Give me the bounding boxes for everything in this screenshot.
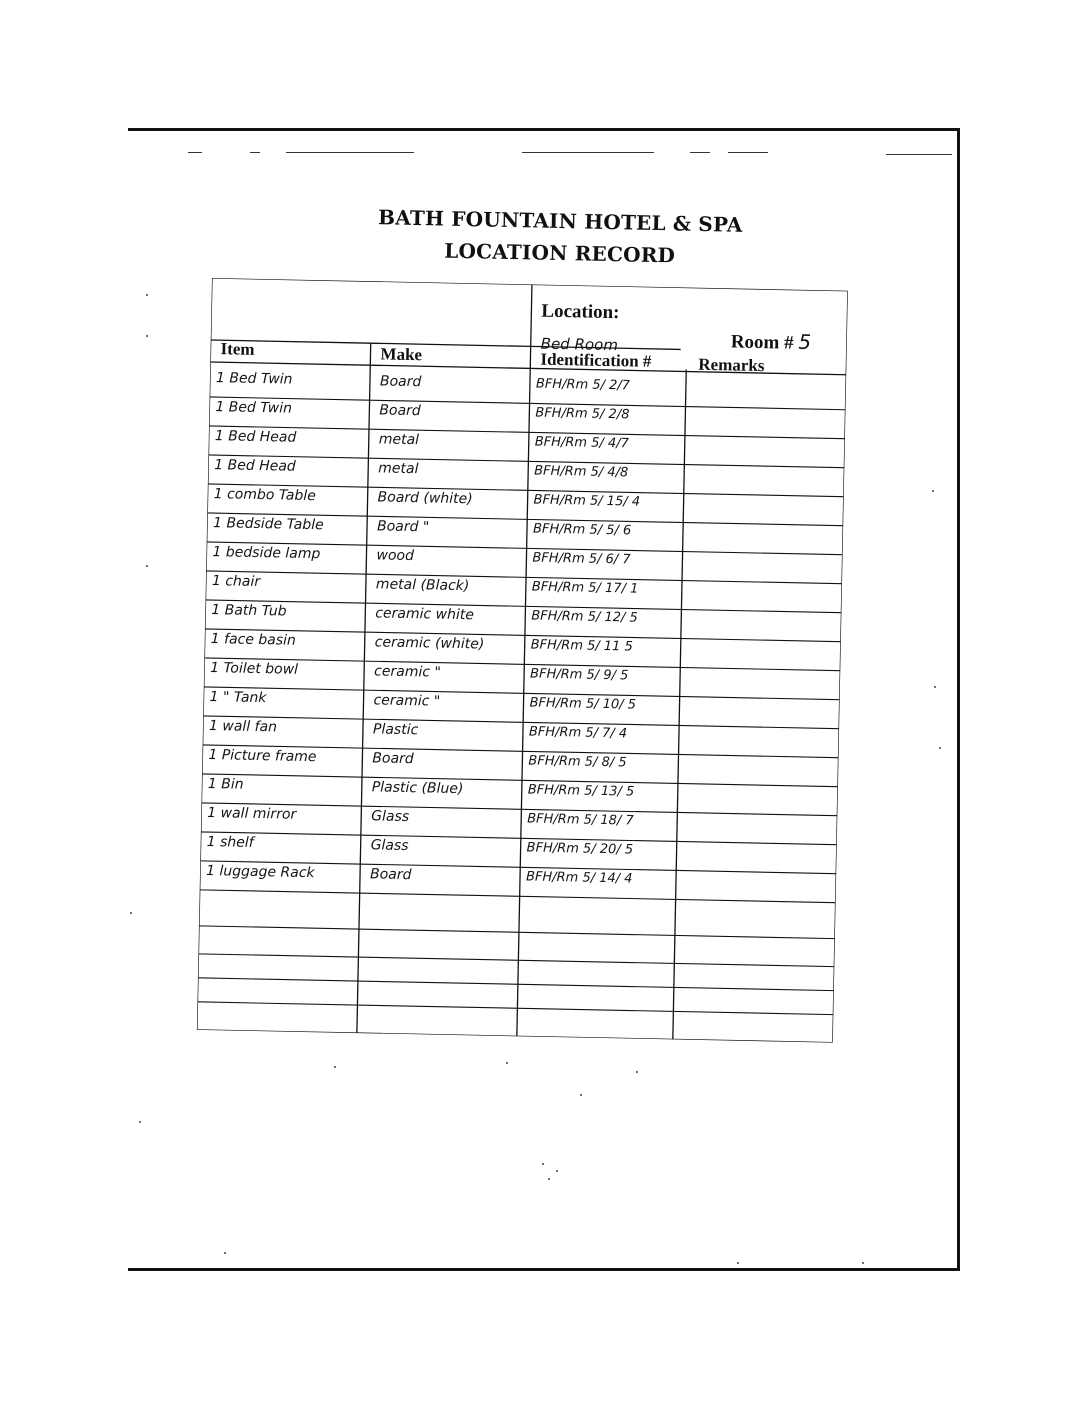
row-rule [201,832,837,845]
row-make: metal (Black) [375,576,470,595]
row-rule [201,803,837,816]
row-rule [209,426,845,439]
row-make: ceramic white [375,605,475,624]
row-make: Plastic [372,721,419,739]
row-identification: BFH/Rm 5/ 5/ 6 [532,521,632,539]
row-make: wood [376,547,415,565]
row-rule [200,890,836,903]
title-record-type: LOCATION RECORD [443,238,676,268]
row-make: Glass [370,837,409,855]
row-item: 1 bedside lamp [212,544,321,563]
row-make: Board [379,402,421,420]
location-label: Location: [541,300,620,324]
row-item: 1 luggage Rack [205,863,315,882]
location-value: Bed Room [540,334,619,355]
location-record-form [197,278,848,1043]
header-make: Make [380,344,423,365]
row-item: 1 chair [211,573,261,591]
row-identification: BFH/Rm 5/ 13/ 5 [527,782,635,800]
row-identification: BFH/Rm 5/ 7/ 4 [528,724,628,742]
row-make: Plastic (Blue) [371,779,464,798]
row-rule [202,774,838,787]
row-identification: BFH/Rm 5/ 10/ 5 [529,695,637,713]
row-rule [210,397,846,410]
row-identification: BFH/Rm 5/ 2/7 [535,376,631,394]
row-item: 1 Bed Head [214,457,296,475]
row-identification: BFH/Rm 5/ 6/ 7 [532,550,631,568]
row-make: ceramic " [373,663,442,681]
row-rule [203,716,839,729]
row-identification: BFH/Rm 5/ 11 5 [530,637,633,655]
row-item: 1 wall fan [208,718,278,736]
row-rule [208,455,844,468]
row-make: Board (white) [377,489,473,508]
row-identification: BFH/Rm 5/ 18/ 7 [527,811,634,829]
row-identification: BFH/Rm 5/ 20/ 5 [526,840,634,858]
row-make: Board [369,866,412,884]
row-make: Board " [376,518,430,536]
row-identification: BFH/Rm 5/ 15/ 4 [533,492,641,510]
row-rule [206,600,842,613]
row-identification: BFH/Rm 5/ 9/ 5 [529,666,629,684]
page-frame-right [957,128,960,1271]
row-item: 1 wall mirror [207,805,297,823]
blank-row-rule [197,1002,833,1015]
row-item: 1 Bin [207,776,244,793]
row-item: 1 Bedside Table [212,515,324,534]
room-value: 5 [798,329,812,355]
row-rule [206,571,842,584]
row-item: 1 Bed Twin [215,370,293,388]
row-rule [204,658,840,671]
blank-row-rule [198,978,834,991]
row-identification: BFH/Rm 5/ 12/ 5 [531,608,638,626]
row-identification: BFH/Rm 5/ 4/7 [534,434,629,452]
row-identification: BFH/Rm 5/ 8/ 5 [528,753,627,771]
row-make: Board [379,373,422,391]
blank-row-rule [199,926,835,939]
row-make: Board [372,750,414,768]
page-frame-top [128,128,960,131]
row-item: 1 " Tank [209,689,267,707]
row-identification: BFH/Rm 5/ 17/ 1 [531,579,639,597]
row-make: metal [378,460,419,478]
row-item: 1 Bed Head [214,428,297,446]
row-make: Glass [371,808,410,826]
row-item: 1 shelf [206,834,254,851]
row-make: metal [378,431,420,449]
header-item: Item [220,339,255,359]
row-identification: BFH/Rm 5/ 14/ 4 [525,869,633,887]
row-item: 1 combo Table [213,486,317,505]
page-frame-bottom [128,1268,960,1271]
blank-row-rule [198,954,834,967]
room-number [731,328,812,355]
row-item: 1 Bed Twin [215,399,293,417]
row-item: 1 Bath Tub [211,602,287,620]
header-remarks: Remarks [698,354,765,376]
row-identification: BFH/Rm 5/ 2/8 [535,405,630,423]
room-label: Room # [730,331,794,354]
row-rule [204,687,840,700]
header-identification: Identification # [540,349,652,371]
row-make: ceramic " [373,692,441,710]
form-grid-lines [197,278,848,1043]
row-item: 1 Picture frame [208,747,317,766]
row-identification: BFH/Rm 5/ 4/8 [534,463,629,481]
row-item: 1 Toilet bowl [210,660,299,678]
row-item: 1 face basin [210,631,297,649]
document-title [329,200,790,274]
row-make: ceramic (white) [374,634,485,653]
row-rule [205,629,841,642]
title-hotel-name: BATH FOUNTAIN HOTEL & SPA [377,205,743,237]
